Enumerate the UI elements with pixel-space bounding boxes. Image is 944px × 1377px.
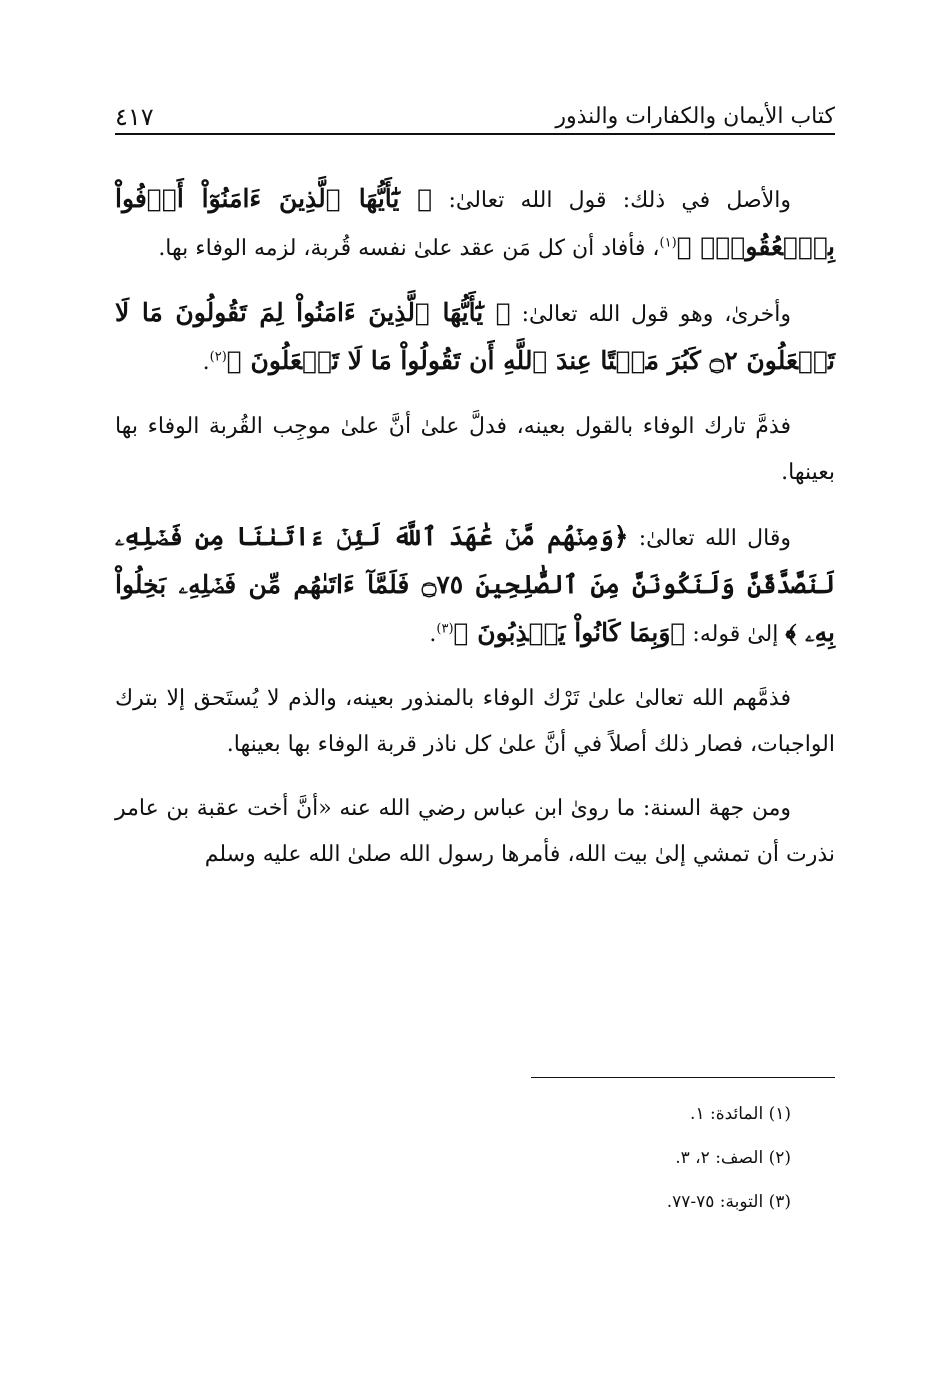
paragraph-6: ومن جهة السنة: ما روىٰ ابن عباس رضي الله عنه «أنَّ أخت عقبة بن عامر نذرت أن تمشي إلىٰ بيت الله، فأمرها رسول الله صلىٰ الله عليه وسلم — [115, 796, 835, 867]
footnote-3: (٣) التوبة: ٧٥-٧٧. — [666, 1192, 791, 1212]
paragraph-2 — [115, 290, 835, 386]
paragraph-5: فذمَّهم الله تعالىٰ علىٰ تَرْك الوفاء بالمنذور بعينه، والذم لا يُستَحق إلا بترك الواجبات، فصار ذلك أصلاً في أنَّ علىٰ كل ناذر قربة الوفاء بها بعينها. — [115, 686, 835, 757]
quran-verse-2: ﴿ يَٰٓأَيُّهَا ٱلَّذِينَ ءَامَنُواْ لِمَ تَقُولُونَ مَا لَا تَفۡعَلُونَ ۝٢ كَبُرَ مَقۡتًا عِندَ ٱللَّهِ أَن تَقُولُواْ مَا لَا تَفۡعَلُونَ ﴾ — [115, 298, 835, 375]
main-text — [115, 176, 835, 896]
quran-verse-4: ﴿وَبِمَا كَانُواْ يَكۡذِبُونَ ﴾ — [453, 618, 686, 647]
paragraph-4 — [115, 514, 835, 658]
paragraph-4-text-mid: إلىٰ قوله: — [685, 622, 786, 647]
footnote-divider — [531, 1077, 835, 1078]
footnote-marker-1: (١) — [659, 235, 677, 251]
paragraph-1 — [115, 176, 835, 272]
paragraph-1-text-a: والأصل في ذلك: قول الله تعالىٰ: — [432, 188, 792, 213]
paragraph-3: فذمَّ تارك الوفاء بالقول بعينه، فدلَّ علىٰ أنَّ علىٰ موجِب القُربة الوفاء بها بعينها. — [115, 414, 835, 485]
quran-verse-1: ﴿ يَٰٓأَيُّهَا ٱلَّذِينَ ءَامَنُوٓاْ أَوۡفُواْ بِٱلۡعُقُودِۚ ﴾ — [115, 184, 835, 261]
paragraph-4-text-b: . — [429, 622, 437, 647]
quran-verse-3: ﴿وَمِنۡهُم مَّنۡ عَٰهَدَ ٱللَّهَ لَئِنۡ ءَاتَىٰنَا مِن فَضۡلِهِۦ لَنَصَّدَّقَنَّ وَلَنَكُونَنَّ مِنَ ٱلصَّٰلِحِينَ ۝٧٥ فَلَمَّآ ءَاتَىٰهُم مِّن فَضۡلِهِۦ بَخِلُواْ بِهِۦ ﴾ — [115, 522, 835, 647]
footnote-2: (٢) الصف: ٢، ٣. — [675, 1148, 791, 1168]
paragraph-2-text-a: وأخرىٰ، وهو قول الله تعالىٰ: — [510, 302, 791, 327]
book-title: كتاب الأيمان والكفارات والنذور — [555, 104, 835, 129]
paragraph-1-text-b: ، فأفاد أن كل مَن عقد علىٰ نفسه قُربة، لزمه الوفاء بها. — [158, 236, 660, 261]
footnotes — [115, 1092, 791, 1224]
footnote-marker-3: (٣) — [436, 621, 454, 637]
footnote-marker-2: (٢) — [209, 349, 227, 365]
running-header — [115, 88, 835, 132]
paragraph-4-text-a: وقال الله تعالىٰ: — [628, 526, 792, 551]
header-divider — [115, 133, 835, 135]
paragraph-2-text-b: . — [202, 350, 210, 375]
footnote-1: (١) المائدة: ١. — [690, 1104, 791, 1124]
page-number: ٤١٧ — [115, 103, 154, 131]
